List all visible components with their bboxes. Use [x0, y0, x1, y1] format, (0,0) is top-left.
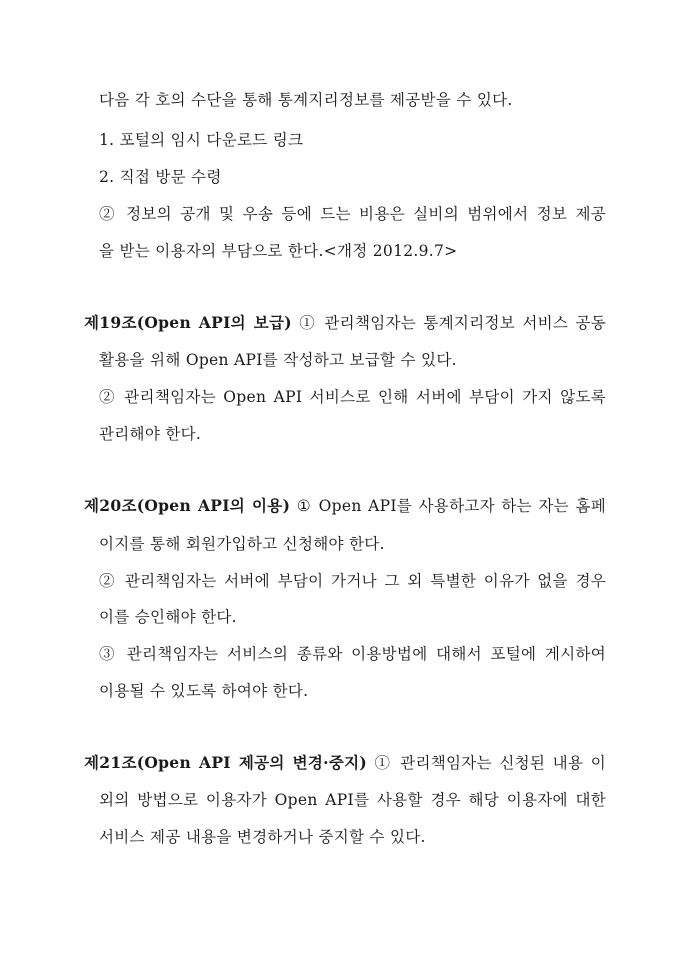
article-20-text: ① Open API를 사용하고자 하는 자는 홈페 — [290, 497, 606, 515]
article-20-line-3: ② 관리책임자는 서버에 부담이 가거나 그 외 특별한 이유가 없을 경우 — [99, 572, 606, 590]
article-19-line-3: ② 관리책임자는 Open API 서비스로 인해 서버에 부담이 가지 않도록 — [99, 388, 606, 406]
article-21-title: 제21조(Open API 제공의 변경·중지) — [84, 753, 368, 772]
article-19-text: ① 관리책임자는 통계지리정보 서비스 공동 — [291, 314, 607, 332]
article-21-line-2: 외의 방법으로 이용자가 Open API를 사용할 경우 해당 이용자에 대한 — [99, 791, 606, 809]
article-20-line-1 — [84, 496, 606, 516]
paragraph-2-line-1: ② 정보의 공개 및 우송 등에 드는 비용은 실비의 범위에서 정보 제공 — [99, 205, 606, 223]
article-21-line-1 — [84, 753, 606, 773]
article-19-title: 제19조(Open API의 보급) — [84, 313, 292, 332]
article-20-line-2: 이지를 통해 회원가입하고 신청해야 한다. — [99, 535, 385, 553]
article-21-line-3: 서비스 제공 내용을 변경하거나 중지할 수 있다. — [99, 828, 426, 846]
list-item-1: 1. 포털의 임시 다운로드 링크 — [99, 131, 304, 149]
article-19-line-2: 활용을 위해 Open API를 작성하고 보급할 수 있다. — [99, 351, 457, 369]
article-20-title: 제20조(Open API의 이용) — [84, 496, 291, 515]
article-21-text: ① 관리책임자는 신청된 내용 이 — [367, 754, 606, 772]
article-19-line-4: 관리해야 한다. — [99, 425, 202, 443]
list-item-2: 2. 직접 방문 수령 — [99, 168, 222, 186]
article-20-line-6: 이용될 수 있도록 하여야 한다. — [99, 682, 309, 700]
article-19-line-1 — [84, 313, 606, 333]
article-20-line-5: ③ 관리책임자는 서비스의 종류와 이용방법에 대해서 포털에 게시하여 — [99, 645, 606, 663]
paragraph-2-line-2: 을 받는 이용자의 부담으로 한다.<개정 2012.9.7> — [99, 242, 458, 260]
article-20-line-4: 이를 승인해야 한다. — [99, 608, 237, 626]
intro-text: 다음 각 호의 수단을 통해 통계지리정보를 제공받을 수 있다. — [99, 91, 513, 109]
